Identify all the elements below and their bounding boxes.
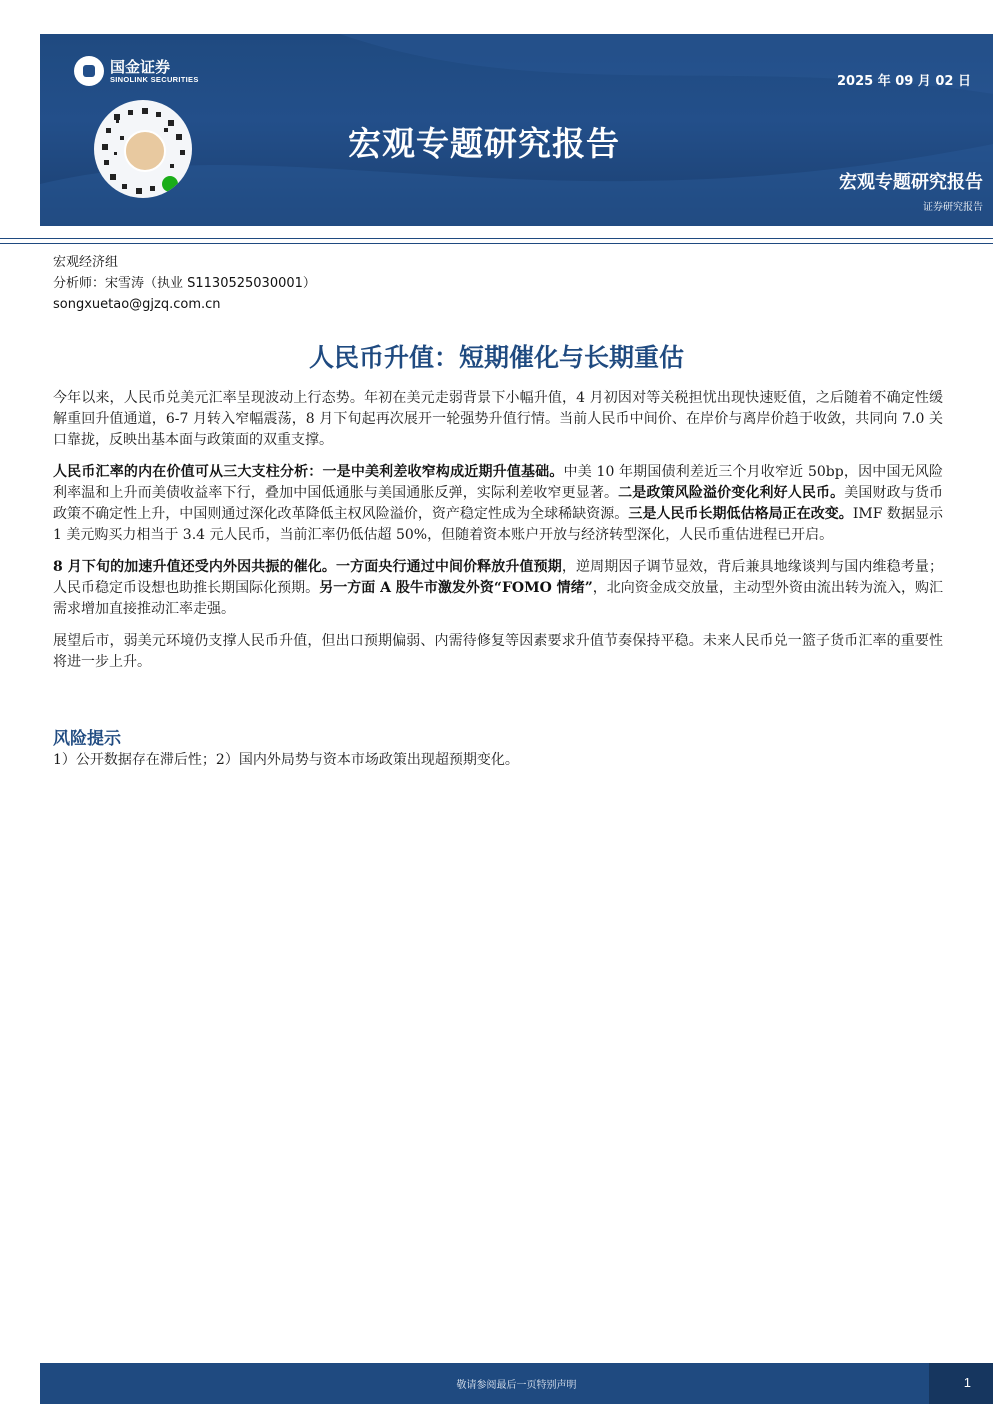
body-text: 中美 10 年期国债利差近三个月收窄近 50bp，因中国无风险利率温和上升而美债收益率下行，叠加中国低通胀与美国通胀反弹，实际利差收窄更显著。 [53,464,943,501]
paragraph [53,557,943,620]
logo-mark-icon [74,56,104,86]
paragraph: 展望后市，弱美元环境仍支撑人民币升值，但出口预期偏弱、内需待修复等因素要求升值节奏保持平稳。未来人民币兑一篮子货币汇率的重要性将进一步上升。 [53,633,943,670]
paragraph [53,462,943,546]
page-number: 1 [963,1375,971,1390]
qr-center-logo [124,130,166,172]
report-type: 宏观专题研究报告 [839,172,983,193]
divider-line [0,243,993,244]
risk-text: 1）公开数据存在滞后性；2）国内外局势与资本市场政策出现超预期变化。 [53,752,519,768]
paragraph: 今年以来，人民币兑美元汇率呈现波动上行态势。年初在美元走弱背景下小幅升值，4 月初因对等关税担忧出现快速贬值，之后随着不确定性缓解重回升值通道，6-7 月转入窄幅震荡，8 月下旬起再次展开一轮强势升值行情。当前人民币中间价、在岸价与离岸价趋于收敛，共同向 7.0 关口靠拢，反映出基本面与政策面的双重支撑。 [53,390,943,448]
banner-title: 宏观专题研究报告 [348,124,620,163]
body-text: ，逆周期因子调节显效，背后兼具地缘谈判与国内维稳考量；人民币稳定币设想也助推长期国际化预期。 [53,559,943,596]
page-footer [40,1363,993,1404]
company-logo [74,56,199,86]
report-category: 证券研究报告 [923,202,983,213]
wechat-mini-program-icon [162,176,178,192]
report-body [53,388,943,684]
logo-name-en: SINOLINK SECURITIES [110,74,199,84]
emphasis-text: 另一方面 A 股牛市激发外资“FOMO 情绪” [319,580,593,596]
report-title: 人民币升值：短期催化与长期重估 [308,343,684,372]
page-number-box [929,1363,993,1404]
logo-name-cn: 国金证券 [110,57,171,76]
analyst-email[interactable]: songxuetao@gjzq.com.cn [53,297,221,312]
analyst-name: 分析师：宋雪涛（执业 S1130525030001） [53,276,316,291]
emphasis-text: 二是政策风险溢价变化利好人民币。 [618,485,845,501]
emphasis-text: 三是人民币长期低估格局正在改变。 [628,506,853,522]
body-text: IMF 数据显示 1 美元购买力相当于 3.4 元人民币，当前汇率仍低估超 50%，但随着资本账户开放与经济转型深化，人民币重估进程已开启。 [53,506,944,543]
body-text: 美国财政与货币政策不确定性上升，中国则通过深化改革降低主权风险溢价，资产稳定性成为全球稀缺资源。 [53,485,944,522]
disclaimer-note: 敬请参阅最后一页特别声明 [456,1380,577,1391]
divider-line [0,238,993,239]
mini-program-qr-code [94,100,192,198]
emphasis-text: 8 月下旬的加速升值还受内外因共振的催化。一方面央行通过中间价释放升值预期 [53,559,562,575]
analyst-group: 宏观经济组 [53,255,119,270]
report-date: 2025 年 09 月 02 日 [837,74,971,89]
body-text: ，北向资金成交放量，主动型外资由流出转为流入，购汇需求增加直接推动汇率走强。 [53,580,944,617]
emphasis-text: 人民币汇率的内在价值可从三大支柱分析：一是中美利差收窄构成近期升值基础。 [53,464,564,480]
risk-heading: 风险提示 [53,729,121,749]
analyst-info [53,252,316,315]
